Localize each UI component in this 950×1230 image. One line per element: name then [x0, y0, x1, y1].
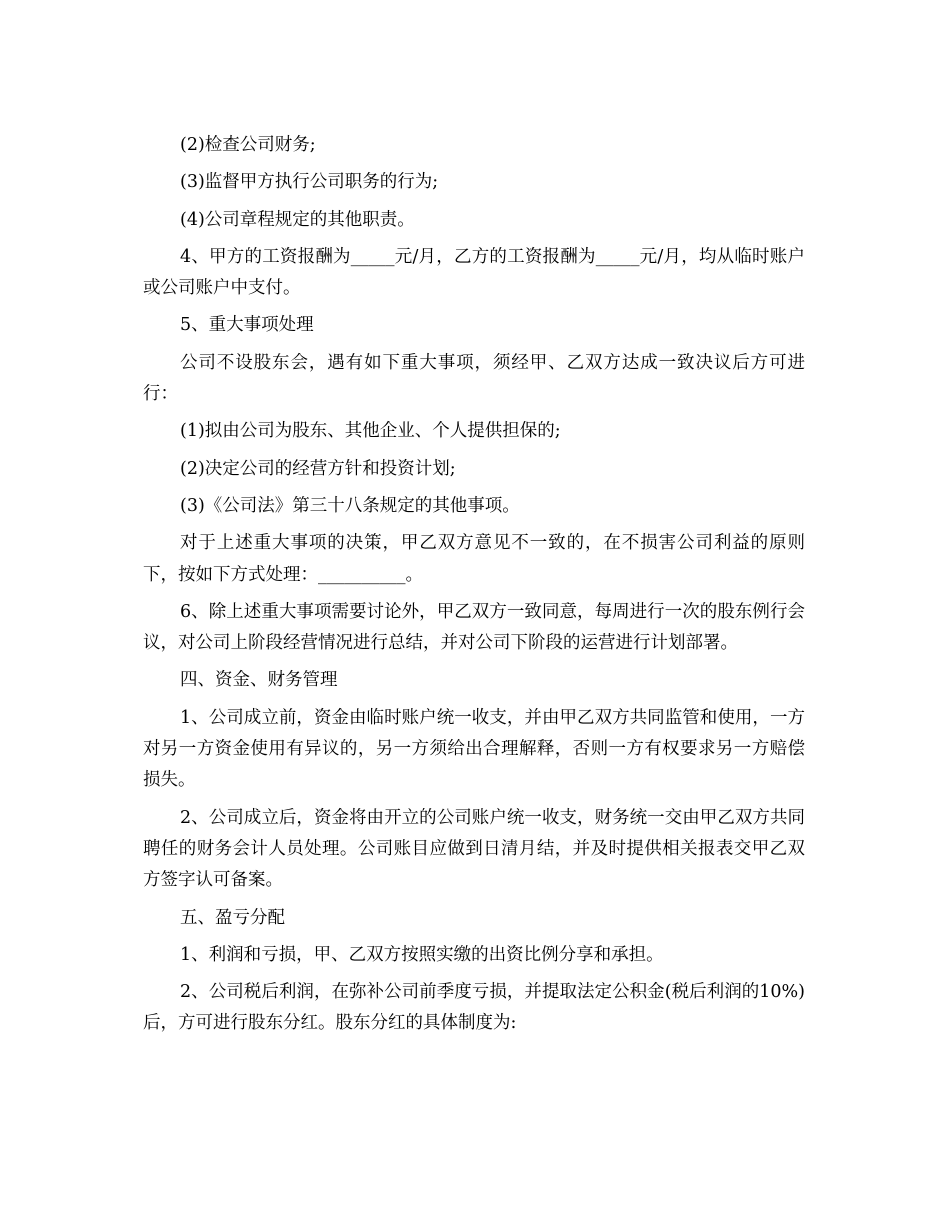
clause-profit-sharing: 1、利润和亏损，甲、乙双方按照实缴的出资比例分享和承担。	[180, 944, 664, 965]
clause-salary: 4、甲方的工资报酬为_____元/月，乙方的工资报酬为_____元/月，均从临时账户或公司账户中支付。	[143, 246, 805, 299]
list-item-other-duties: (4)公司章程规定的其他职责。	[180, 209, 415, 230]
list-item-business-policy: (2)决定公司的经营方针和投资计划;	[180, 458, 456, 479]
clause-disagreement: 对于上述重大事项的决策，甲乙双方意见不一致的，在不损害公司利益的原则下，按如下方式处理：__________。	[143, 533, 805, 585]
list-item-check-finances: (2)检查公司财务;	[180, 135, 316, 155]
clause-before-establishment: 1、公司成立前，资金由临时账户统一收支，并由甲乙双方共同监管和使用，一方对另一方资金使用有异议的，另一方须给出合理解释，否则一方有权要求另一方赔偿损失。	[143, 707, 805, 791]
clause-weekly-meeting: 6、除上述重大事项需要讨论外，甲乙双方一致同意，每周进行一次的股东例行会议，对公司上阶段经营情况进行总结，并对公司下阶段的运营进行计划部署。	[143, 601, 805, 654]
list-item-company-law: (3)《公司法》第三十八条规定的其他事项。	[180, 495, 520, 516]
clause-after-establishment: 2、公司成立后，资金将由开立的公司账户统一收支，财务统一交由甲乙双方共同聘任的财务会计人员处理。公司账目应做到日清月结，并及时提供相关报表交甲乙双方签字认可备案。	[143, 807, 805, 891]
section-heading-profit-loss: 五、盈亏分配	[180, 907, 285, 928]
list-item-guarantee: (1)拟由公司为股东、其他企业、个人提供担保的;	[180, 421, 561, 442]
list-item-supervise-party-a: (3)监督甲方执行公司职务的行为;	[180, 172, 439, 193]
document-body	[143, 130, 805, 1046]
section-heading-major-matters: 5、重大事项处理	[180, 315, 314, 336]
clause-dividends: 2、公司税后利润，在弥补公司前季度亏损，并提取法定公积金(税后利润的10%)后，方可进行股东分红。股东分红的具体制度为:	[143, 982, 805, 1034]
clause-major-matters-intro: 公司不设股东会，遇有如下重大事项，须经甲、乙双方达成一致决议后方可进行：	[143, 352, 805, 405]
section-heading-finance: 四、资金、财务管理	[180, 670, 338, 691]
